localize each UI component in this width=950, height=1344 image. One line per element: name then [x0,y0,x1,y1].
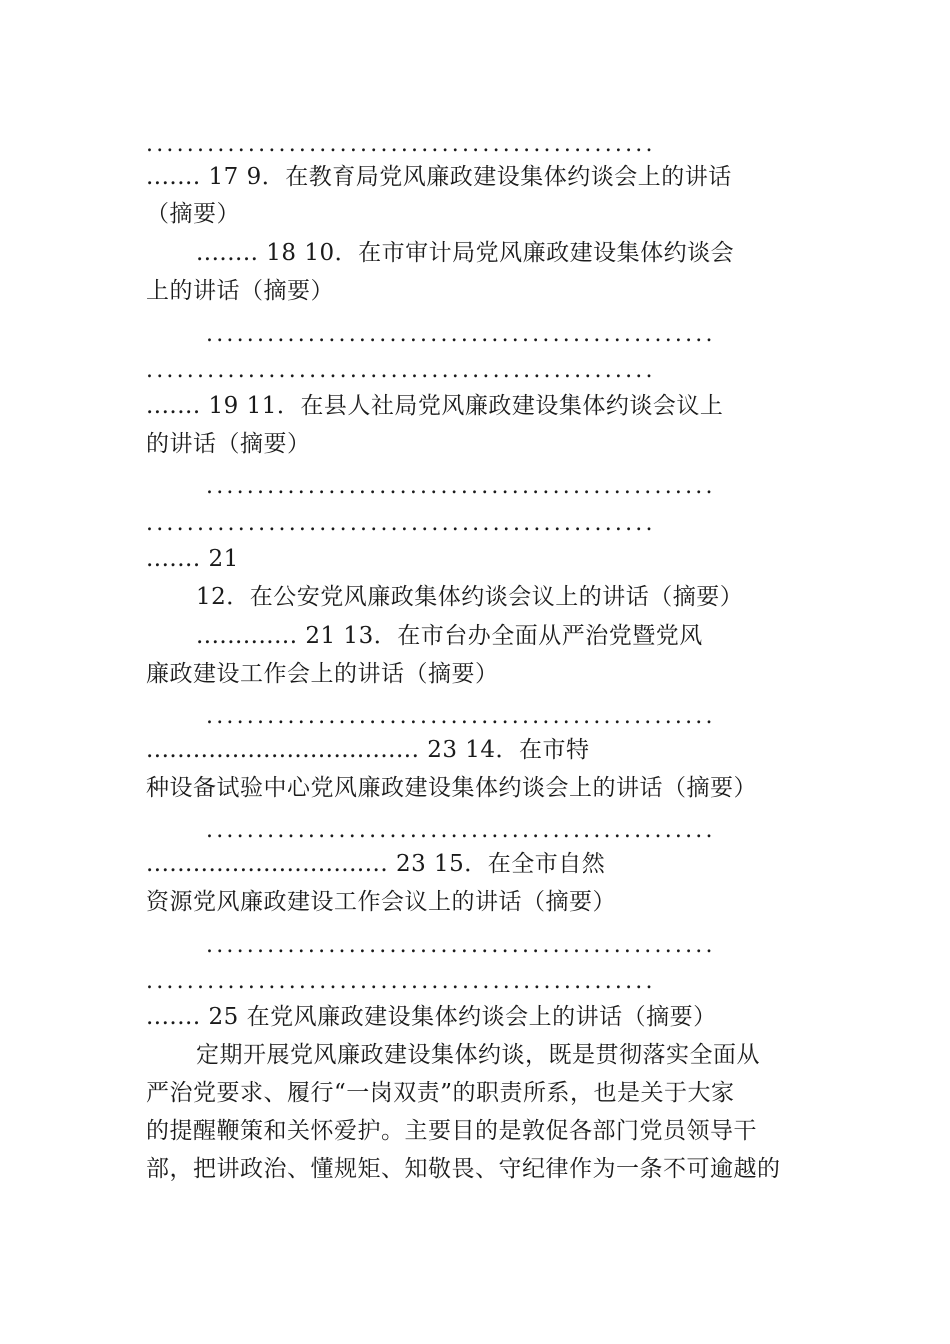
toc-entry-14: ................................... 23 14．在市特 [146,737,590,763]
toc-entry-16: ....... 25 在党风廉政建设集体约谈会上的讲话（摘要） [146,1004,717,1030]
toc-leader-line: .................................................. [146,969,656,994]
toc-leader-line: .................................................. [206,322,716,347]
toc-entry-9-cont: （摘要） [146,201,240,227]
toc-entry-11: ....... 19 11．在县人社局党风廉政建设集体约谈会议上 [146,393,724,419]
toc-entry-9: ....... 17 9．在教育局党风廉政建设集体约谈会上的讲话 [146,164,732,190]
toc-leader-line: .................................................. [206,474,716,499]
body-paragraph-line: 定期开展党风廉政建设集体约谈，既是贯彻落实全面从 [196,1042,760,1068]
toc-entry-10: ........ 18 10．在市审计局党风廉政建设集体约谈会 [196,240,735,266]
toc-entry-12: 12．在公安党风廉政集体约谈会议上的讲话（摘要） [196,584,744,610]
toc-leader-line: .................................................. [146,358,656,383]
toc-entry-11-cont: 的讲话（摘要） [146,431,311,457]
toc-leader-line: .................................................. [206,933,716,958]
toc-entry-13-cont: 廉政建设工作会上的讲话（摘要） [146,661,499,687]
toc-leader-line: .................................................. [206,818,716,843]
toc-entry-10-cont: 上的讲话（摘要） [146,278,334,304]
toc-entry-13: ............. 21 13．在市台办全面从严治党暨党风 [196,623,703,649]
body-paragraph-line: 的提醒鞭策和关怀爱护。主要目的是敦促各部门党员领导干 [146,1118,757,1144]
body-paragraph-line: 部，把讲政治、懂规矩、知敬畏、守纪律作为一条不可逾越的 [146,1156,781,1182]
toc-leader-line: .................................................. [206,704,716,729]
toc-page-number: ....... 21 [146,546,239,572]
toc-entry-15: ............................... 23 15．在全市自然 [146,851,606,877]
body-paragraph-line: 严治党要求、履行“一岗双责”的职责所系，也是关于大家 [146,1080,735,1106]
toc-leader-line: .................................................. [146,132,656,157]
toc-entry-15-cont: 资源党风廉政建设工作会议上的讲话（摘要） [146,889,616,915]
toc-leader-line: .................................................. [146,511,656,536]
toc-entry-14-cont: 种设备试验中心党风廉政建设集体约谈会上的讲话（摘要） [146,775,757,801]
